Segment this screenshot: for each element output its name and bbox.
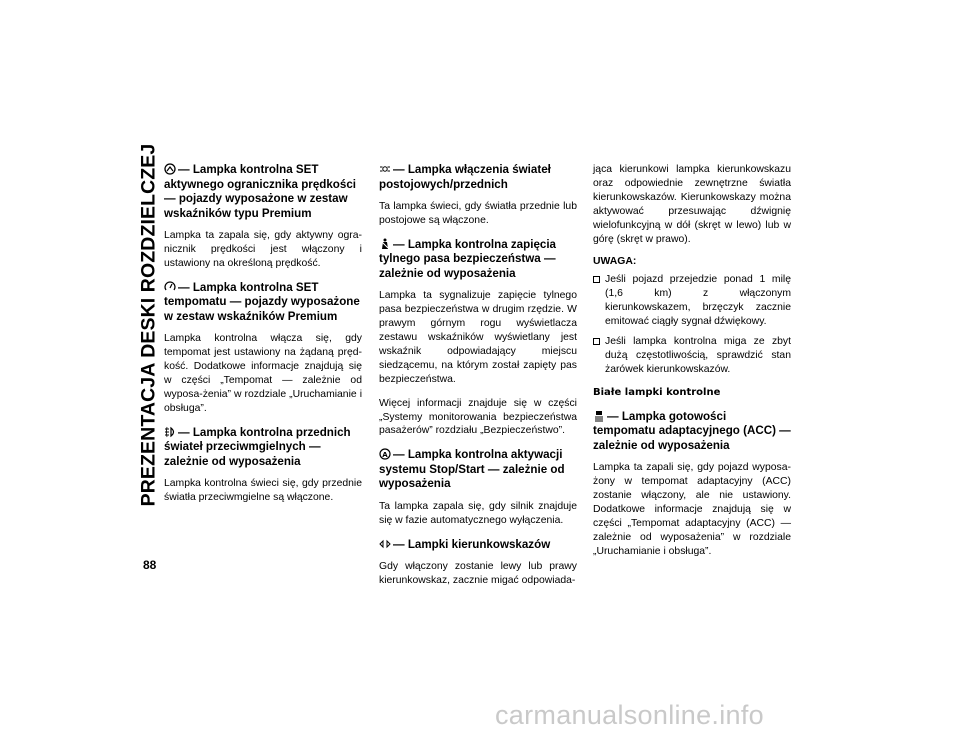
rear-belt-text-1: Lampka ta sygnalizuje zapięcie tylnego pasa bezpieczeństwa w drugim rzędzie. W prawym górnym rogu wyświetlacza zestawu wskaźników wyświetlany jest wskaźnik odpowiadający miejscu siedzącemu, na którym został zapięty pas bezpieczeństwa.	[379, 290, 577, 385]
cruise-control-icon	[164, 281, 176, 293]
column-3	[593, 163, 791, 569]
checkbox-bullet-icon	[593, 338, 600, 345]
svg-text:A: A	[382, 451, 388, 460]
speed-limiter-set-heading: — Lampka kontrolna SET aktywnego ogranicznika prędkości — pojazdy wyposażone w zestaw wskaźników typu Premium	[164, 163, 356, 220]
turn-signal-arrows-icon	[379, 538, 391, 550]
cruise-set-text: Lampka kontrolna włącza się, gdy tempomat jest ustawiony na żądaną pręd-kość. Dodatkowe informacje znajdują się w części „Tempomat — zależnie od wyposa-żenia” w rozdziale „Uruchamianie i obsługa”.	[164, 333, 362, 414]
stop-start-text: Ta lampka zapala się, gdy silnik znajduje się w fazie automatycznego wyłączenia.	[379, 500, 577, 526]
white-indicators-subheading: Białe lampki kontrolne	[593, 386, 721, 398]
column-1	[164, 163, 362, 515]
acc-ready-heading: — Lampka gotowości tempomatu adaptacyjnego (ACC) — zależnie od wyposażenia	[593, 409, 791, 452]
turn-signals-heading: — Lampki kierunkowskazów	[379, 538, 577, 553]
turn-signals-continued-text: jąca kierunkowi lampka kierunkowskazu oraz odpowiednie zewnętrzne światła kierunkowskazów. Kierunkowskazy można aktywować przesuwając dźwignię wielofunkcyjną w dół (skręt w lewo) lub w górę (skręt w prawo).	[593, 164, 791, 245]
turn-signals-text: Gdy włączony zostanie lewy lub prawy kierunkowskaz, zacznie migać odpowiada-	[379, 561, 577, 587]
speed-limiter-icon	[164, 163, 176, 175]
parking-lights-icon	[379, 163, 391, 175]
front-fog-heading: — Lampka kontrolna przednich świateł przeciwmgielnych — zależnie od wyposażenia	[164, 425, 351, 468]
front-fog-light-icon	[164, 426, 176, 438]
note-item: Jeśli lampka kontrolna miga ze zbyt dużą częstotliwością, sprawdzić stan żarówek kierunkowskazów.	[593, 335, 791, 377]
speed-limiter-set-text: Lampka ta zapala się, gdy aktywny ogra-nicznik prędkości jest włączony i ustawiony na określoną prędkość.	[164, 230, 362, 269]
acc-ready-text: Lampka ta zapali się, gdy pojazd wyposa-żony w tempomat adaptacyjny (ACC) zostanie włączony, ale nie ustawiony. Dodatkowe informacje znajdują się w części „Tempomat adaptacyjny (ACC) — zależnie od wyposażenia” w rozdziale „Uruchamianie i obsługa”.	[593, 462, 791, 557]
side-chapter-title: PREZENTACJA DESKI ROZDZIELCZEJ	[137, 143, 160, 507]
note-label: UWAGA:	[593, 256, 637, 268]
rear-belt-heading: — Lampka kontrolna zapięcia tylnego pasa bezpieczeństwa — zależnie od wyposażenia	[379, 237, 557, 280]
seatbelt-icon	[379, 238, 391, 250]
stop-start-icon	[379, 448, 391, 460]
cruise-set-heading: — Lampka kontrolna SET tempomatu — pojazdy wyposażone w zestaw wskaźników Premium	[164, 280, 360, 323]
column-2	[379, 163, 577, 598]
parking-lights-text: Ta lampka świeci, gdy światła przednie lub postojowe są włączone.	[379, 201, 577, 226]
front-fog-text: Lampka kontrolna świeci się, gdy przednie światła przeciwmgielne są włączone.	[164, 478, 362, 504]
watermark-text: carmanualsonline.info	[495, 700, 764, 730]
note-item: Jeśli pojazd przejedzie ponad 1 milę (1,6 km) z włączonym kierunkowskazem, brzęczyk zacznie emitować ciągły sygnał dźwiękowy.	[593, 273, 791, 329]
adaptive-cruise-icon	[593, 410, 605, 422]
page-number: 88	[143, 558, 157, 572]
checkbox-bullet-icon	[593, 276, 600, 283]
rear-belt-text-2: Więcej informacji znajduje się w części „Systemy monitorowania bezpieczeństwa pasażerów” rozdziału „Bezpieczeństwo”.	[379, 397, 577, 437]
note-list	[593, 273, 791, 376]
parking-lights-heading: — Lampka włączenia świateł postojowych/przednich	[379, 163, 551, 191]
stop-start-heading: A — Lampka kontrolna aktywacji systemu Stop/Start — zależnie od wyposażenia	[379, 448, 565, 491]
